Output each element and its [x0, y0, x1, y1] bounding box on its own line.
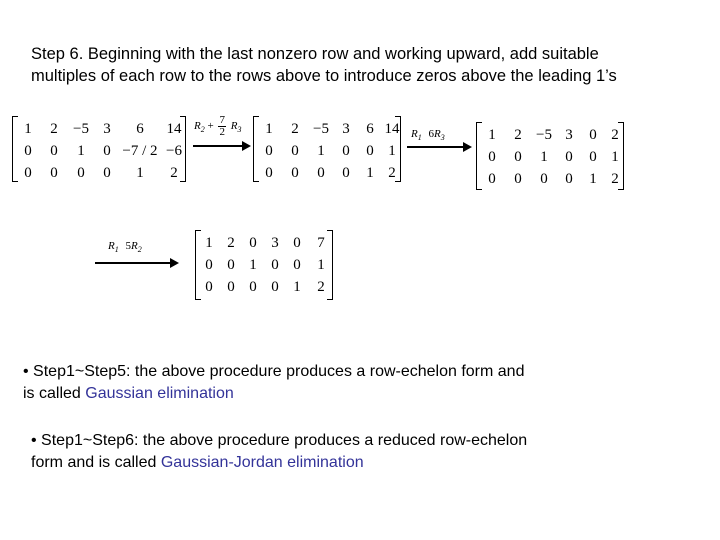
matrix-cell: 0 — [514, 149, 522, 165]
matrix-cell: 2 — [611, 127, 619, 143]
operation-label-3: $R_1$ $5R_2$ — [108, 240, 142, 255]
matrix-cell: 2 — [514, 127, 522, 143]
matrix-cell: 2 — [611, 171, 619, 187]
matrix-cell: 0 — [24, 143, 32, 159]
matrix-cell: 1 — [540, 149, 548, 165]
matrix-cell: 0 — [50, 165, 58, 181]
note-gauss-jordan-line-2: form and is called Gaussian-Jordan elimination — [31, 454, 364, 471]
matrix-cell: 1 — [77, 143, 85, 159]
heading-line-1: Step 6. Beginning with the last nonzero row and working upward, add suitable — [31, 45, 599, 63]
matrix-cell: 0 — [271, 279, 279, 295]
note-gaussian-line-2: is called Gaussian elimination — [23, 385, 234, 402]
matrix-cell: 1 — [366, 165, 374, 181]
matrix-cell: 1 — [611, 149, 619, 165]
matrix-cell: 3 — [271, 235, 279, 251]
matrix-cell: 0 — [488, 171, 496, 187]
matrix-cell: 1 — [388, 143, 396, 159]
matrix-cell: 1 — [205, 235, 213, 251]
note-gauss-jordan — [31, 430, 671, 474]
matrix-cell: 1 — [317, 257, 325, 273]
heading-line-2: multiples of each row to the rows above to introduce zeros above the leading 1’s — [31, 67, 617, 85]
matrix-cell: 0 — [565, 171, 573, 187]
matrix-1 — [12, 116, 186, 182]
matrix-cell: 14 — [166, 121, 182, 137]
matrix-cell: 0 — [205, 279, 213, 295]
note-gaussian-line-1: • Step1~Step5: the above procedure produces a row-echelon form and — [23, 363, 525, 380]
matrix-cell: 0 — [293, 257, 301, 273]
gaussian-elimination-term: Gaussian elimination — [85, 385, 234, 402]
matrix-cell: 1 — [488, 127, 496, 143]
arrow-2 — [407, 146, 464, 148]
matrix-cell: 0 — [103, 165, 111, 181]
matrix-2 — [253, 116, 401, 182]
matrix-cell: −6 — [166, 143, 182, 159]
matrix-cell: 1 — [589, 171, 597, 187]
matrix-cell: 0 — [77, 165, 85, 181]
matrix-cell: 1 — [136, 165, 144, 181]
matrix-cell: 0 — [265, 165, 273, 181]
matrix-cell: −5 — [73, 121, 89, 137]
matrix-cell: 2 — [50, 121, 58, 137]
matrix-cell: 0 — [293, 235, 301, 251]
matrix-cell: 3 — [342, 121, 350, 137]
matrix-cell: 0 — [50, 143, 58, 159]
matrix-cell: 0 — [249, 279, 257, 295]
matrix-cell: −7 / 2 — [122, 143, 158, 159]
note-gauss-jordan-line-1: • Step1~Step6: the above procedure produces a reduced row-echelon — [31, 432, 528, 449]
matrix-cell: 0 — [227, 279, 235, 295]
matrix-cell: −5 — [536, 127, 552, 143]
note-gaussian — [23, 361, 663, 405]
matrix-cell: 0 — [291, 143, 299, 159]
matrix-cell: 1 — [24, 121, 32, 137]
matrix-cell: 0 — [205, 257, 213, 273]
matrix-cell: 0 — [589, 149, 597, 165]
matrix-cell: 1 — [249, 257, 257, 273]
matrix-cell: −5 — [313, 121, 329, 137]
matrix-cell: 0 — [514, 171, 522, 187]
matrix-4 — [195, 230, 333, 300]
matrix-cell: 0 — [488, 149, 496, 165]
matrix-cell: 1 — [293, 279, 301, 295]
matrix-cell: 0 — [317, 165, 325, 181]
matrix-cell: 0 — [342, 165, 350, 181]
operation-label-2: $R_1$ $6R_3$ — [411, 128, 445, 143]
matrix-cell: 0 — [227, 257, 235, 273]
matrix-cell: 0 — [589, 127, 597, 143]
matrix-cell: 0 — [103, 143, 111, 159]
matrix-cell: 3 — [103, 121, 111, 137]
matrix-cell: 0 — [249, 235, 257, 251]
matrix-cell: 2 — [227, 235, 235, 251]
matrix-cell: 6 — [366, 121, 374, 137]
arrow-1 — [193, 145, 243, 147]
matrix-cell: 14 — [384, 121, 400, 137]
arrow-3 — [95, 262, 171, 264]
matrix-cell: 2 — [388, 165, 396, 181]
matrix-cell: 2 — [170, 165, 178, 181]
matrix-cell: 1 — [265, 121, 273, 137]
gauss-jordan-elimination-term: Gaussian-Jordan elimination — [160, 454, 364, 471]
matrix-cell: 2 — [291, 121, 299, 137]
matrix-cell: 0 — [540, 171, 548, 187]
matrix-cell: 2 — [317, 279, 325, 295]
step-heading — [31, 43, 701, 87]
matrix-cell: 0 — [24, 165, 32, 181]
matrix-cell: 0 — [565, 149, 573, 165]
matrix-3 — [476, 122, 624, 190]
matrix-cell: 0 — [271, 257, 279, 273]
matrix-cell: 6 — [136, 121, 144, 137]
matrix-cell: 0 — [366, 143, 374, 159]
operation-label-1: $R_2$ + $\frac{7}{2}$ $R_3$ — [194, 114, 242, 138]
matrix-cell: 0 — [291, 165, 299, 181]
matrix-cell: 3 — [565, 127, 573, 143]
matrix-cell: 0 — [265, 143, 273, 159]
matrix-cell: 1 — [317, 143, 325, 159]
matrix-cell: 0 — [342, 143, 350, 159]
matrix-cell: 7 — [317, 235, 325, 251]
